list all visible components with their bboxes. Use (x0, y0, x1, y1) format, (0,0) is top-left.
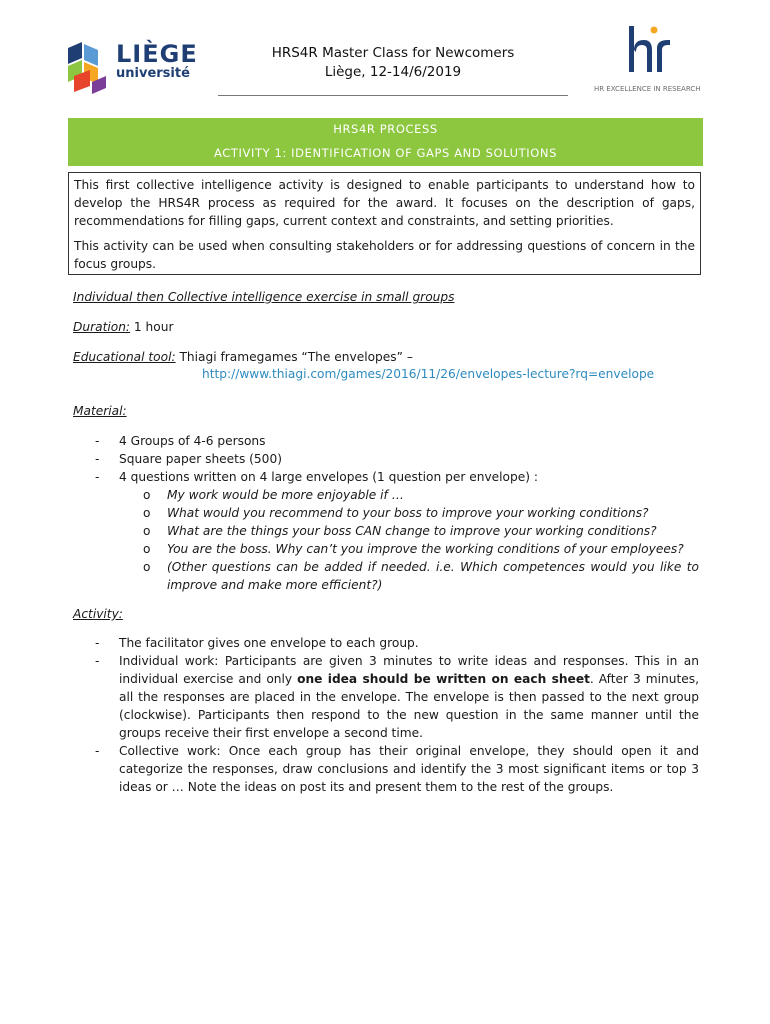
hr-excellence-logo (624, 22, 674, 76)
intro-paragraph-1: This first collective intelligence activity is designed to enable participants to understand how to develop the HRS4R process as required for the award. It focuses on the description of gaps, recommendations for filling gaps, current context and constraints, and setting priorities. (74, 178, 695, 228)
list-item: o What are the things your boss CAN change to improve your working conditions? (143, 524, 657, 538)
header-title (218, 44, 568, 82)
banner-title: HRS4R PROCESS (333, 122, 438, 136)
logo-text-universite: université (116, 66, 190, 81)
intro-paragraph-2: This activity can be used when consulting stakeholders or for addressing questions of concern in the focus groups. (74, 239, 695, 271)
activity-item-2-bold: one idea should be written on each sheet (297, 672, 590, 686)
logo-text-liege: LIÈGE (116, 40, 198, 68)
educational-tool (73, 348, 413, 366)
list-item: o My work would be more enjoyable if … (143, 488, 404, 502)
list-item: o (Other questions can be added if needed. i.e. Which competences would you like to improve and make more efficient?) (143, 560, 699, 592)
title-banner (68, 118, 703, 166)
activity-item-2-a: Individual work: Participants are given 3 minutes to write ideas and responses. This in an individual exercise and only (119, 654, 699, 686)
header-title-line1: HRS4R Master Class for Newcomers (271, 45, 515, 61)
exercise-type (73, 288, 454, 306)
list-item: - The facilitator gives one envelope to each group. (95, 636, 419, 650)
list-item: - Square paper sheets (500) (95, 452, 282, 466)
educational-tool-label: Educational tool: (73, 350, 176, 364)
list-item: - Individual work: Participants are given 3 minutes to write ideas and responses. This in an individual exercise and only one idea should be written on each sheet. After 3 minutes, all the responses are placed in the envelope. The envelope is then passed to the next group (clockwise). Participants then respond to the new question in the same manner until the groups receive their first envelope a second time. (95, 654, 699, 740)
thiagi-link[interactable]: http://www.thiagi.com/games/2016/11/26/envelopes-lecture?rq=envelope (202, 367, 655, 381)
duration (73, 318, 173, 336)
hr-logo-caption: HR EXCELLENCE IN RESEARCH (594, 85, 701, 93)
material-heading (73, 402, 127, 420)
header-divider (218, 95, 568, 96)
question-4: You are the boss. Why can’t you improve the working conditions of your employees? (167, 542, 684, 556)
question-5: (Other questions can be added if needed. i.e. Which competences would you like to improve and make more efficient?) (167, 560, 699, 592)
duration-label: Duration: (73, 320, 131, 334)
intro-box (68, 172, 701, 275)
activity-item-2-b: . After 3 minutes, all the responses are placed in the envelope. The envelope is then passed to the next group (clockwise). Participants then respond to the new question in the same manner until the groups receive their first envelope a second time. (119, 672, 699, 740)
question-3: What are the things your boss CAN change to improve your working conditions? (167, 524, 657, 538)
material-item-1: 4 Groups of 4-6 persons (119, 434, 266, 448)
activity-item-3: Collective work: Once each group has their original envelope, they should open it and categorize the responses, draw conclusions and identify the 3 most significant items or top 3 ideas or … Note the ideas on post its and present them to the rest of the groups. (119, 744, 699, 794)
list-item: - Collective work: Once each group has their original envelope, they should open it and categorize the responses, draw conclusions and identify the 3 most significant items or top 3 ideas or … Note the ideas on post its and present them to the rest of the groups. (95, 744, 699, 794)
list-item: - 4 Groups of 4-6 persons (95, 434, 266, 448)
material-item-2: Square paper sheets (500) (119, 452, 282, 466)
list-item: o What would you recommend to your boss to improve your working conditions? (143, 506, 649, 520)
activity-item-1: The facilitator gives one envelope to each group. (119, 636, 419, 650)
header-title-line2: Liège, 12-14/6/2019 (324, 64, 462, 80)
activity-list (73, 634, 699, 796)
banner-subtitle: ACTIVITY 1: IDENTIFICATION OF GAPS AND SOLUTIONS (214, 146, 557, 160)
exercise-type-text: Individual then Collective intelligence exercise in small groups (73, 290, 455, 304)
educational-tool-value: Thiagi framegames “The envelopes” – (175, 350, 413, 364)
duration-value: 1 hour (130, 320, 174, 334)
activity-heading (73, 605, 123, 623)
activity-label: Activity: (73, 607, 123, 621)
educational-tool-link-row (202, 365, 654, 383)
question-2: What would you recommend to your boss to improve your working conditions? (167, 506, 649, 520)
material-list (73, 432, 699, 594)
question-1: My work would be more enjoyable if … (167, 488, 404, 502)
material-item-3: 4 questions written on 4 large envelopes (1 question per envelope) : (119, 470, 538, 484)
list-item: o You are the boss. Why can’t you improve the working conditions of your employees? (143, 542, 684, 556)
list-item: - 4 questions written on 4 large envelopes (1 question per envelope) : (95, 470, 538, 484)
material-label: Material: (73, 404, 127, 418)
